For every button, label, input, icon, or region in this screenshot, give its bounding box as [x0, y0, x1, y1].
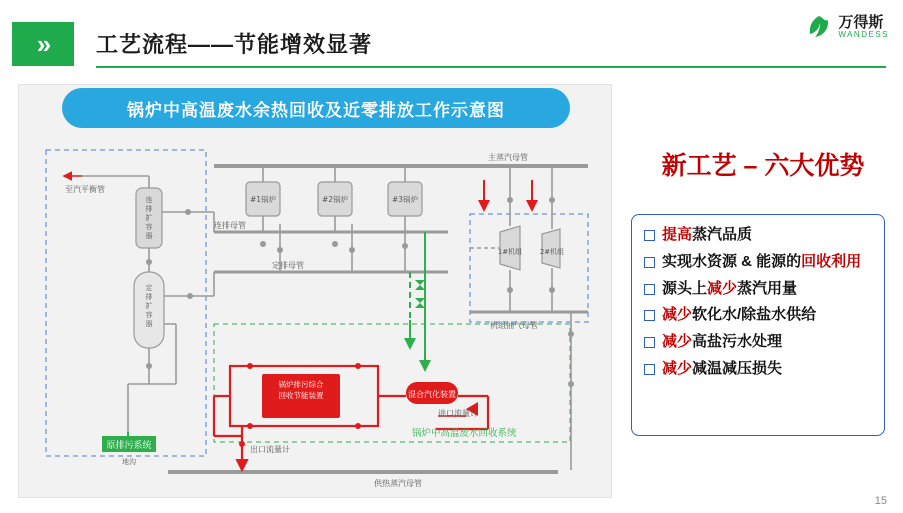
- advantage-text-6: 减少减温减压损失: [662, 359, 783, 377]
- page-title: 工艺流程——节能增效显著: [96, 32, 373, 57]
- svg-text:连排母管: 连排母管: [214, 221, 246, 230]
- brand-logo: [806, 14, 889, 40]
- page-number: 15: [874, 495, 887, 507]
- svg-text:#2锅炉: #2锅炉: [321, 195, 349, 204]
- double-chevron-right-icon: »: [36, 28, 50, 59]
- advantage-text-2: 实现水资源 & 能源的回收利用: [662, 252, 862, 270]
- svg-text:出口流量计: 出口流量计: [250, 445, 290, 454]
- advantage-text-5: 减少高盐污水处理: [662, 333, 783, 351]
- advantages-title: 新工艺 – 六大优势: [661, 152, 865, 180]
- advantages-box: [631, 214, 885, 436]
- list-item: [644, 359, 876, 379]
- checkbox-square-icon: [644, 257, 655, 268]
- leaf-logo-icon: [806, 14, 832, 40]
- svg-text:容: 容: [145, 223, 153, 231]
- logo-text-en: WANDESS: [838, 29, 889, 39]
- svg-text:连: 连: [145, 196, 153, 204]
- checkbox-square-icon: [644, 310, 655, 321]
- svg-text:至汽平衡管: 至汽平衡管: [65, 185, 105, 194]
- checkbox-square-icon: [644, 337, 655, 348]
- advantage-text-3: 源头上减少蒸汽用量: [662, 279, 798, 297]
- header-divider: [96, 66, 886, 68]
- svg-text:锅炉中高温废水回收系统: 锅炉中高温废水回收系统: [412, 428, 517, 439]
- svg-text:排: 排: [145, 293, 153, 301]
- svg-text:定: 定: [145, 284, 153, 292]
- svg-text:容: 容: [145, 311, 153, 319]
- svg-text:排: 排: [145, 205, 153, 213]
- header-chevron-badge: [12, 22, 74, 66]
- svg-text:回收节能装置: 回收节能装置: [278, 391, 324, 400]
- checkbox-square-icon: [644, 284, 655, 295]
- list-item: [644, 305, 876, 325]
- diagram-banner-title: 锅炉中高温废水余热回收及近零排放工作示意图: [62, 88, 570, 128]
- svg-text:进口流量计: 进口流量计: [438, 409, 478, 418]
- checkbox-square-icon: [644, 230, 655, 241]
- svg-text:定排母管: 定排母管: [272, 261, 304, 270]
- logo-text-cn: 万得斯: [838, 13, 884, 31]
- svg-text:扩: 扩: [145, 214, 153, 222]
- advantage-text-1: 提高蒸汽品质: [662, 226, 753, 243]
- svg-text:1#机组: 1#机组: [497, 248, 523, 256]
- svg-text:器: 器: [145, 232, 153, 240]
- svg-text:#1锅炉: #1锅炉: [249, 195, 277, 204]
- svg-text:机组抽气母管: 机组抽气母管: [490, 321, 538, 330]
- checkbox-square-icon: [644, 364, 655, 375]
- process-flow-diagram: [18, 84, 610, 496]
- svg-text:器: 器: [145, 320, 153, 328]
- svg-text:扩: 扩: [145, 302, 153, 310]
- list-item: [644, 279, 876, 299]
- svg-text:主蒸汽母管: 主蒸汽母管: [488, 153, 528, 162]
- list-item: [644, 332, 876, 352]
- list-item: [644, 225, 876, 245]
- list-item: [644, 252, 876, 272]
- svg-text:锅炉排污综合: 锅炉排污综合: [278, 380, 324, 389]
- svg-text:混合汽化装置: 混合汽化装置: [408, 390, 456, 399]
- svg-text:2#机组: 2#机组: [539, 248, 565, 256]
- svg-text:供热蒸汽母管: 供热蒸汽母管: [374, 479, 422, 488]
- svg-text:地沟: 地沟: [122, 458, 136, 466]
- svg-text:#3锅炉: #3锅炉: [391, 195, 419, 204]
- svg-text:原排污系统: 原排污系统: [106, 441, 152, 451]
- advantage-text-4: 减少软化水/除盐水供给: [662, 306, 817, 324]
